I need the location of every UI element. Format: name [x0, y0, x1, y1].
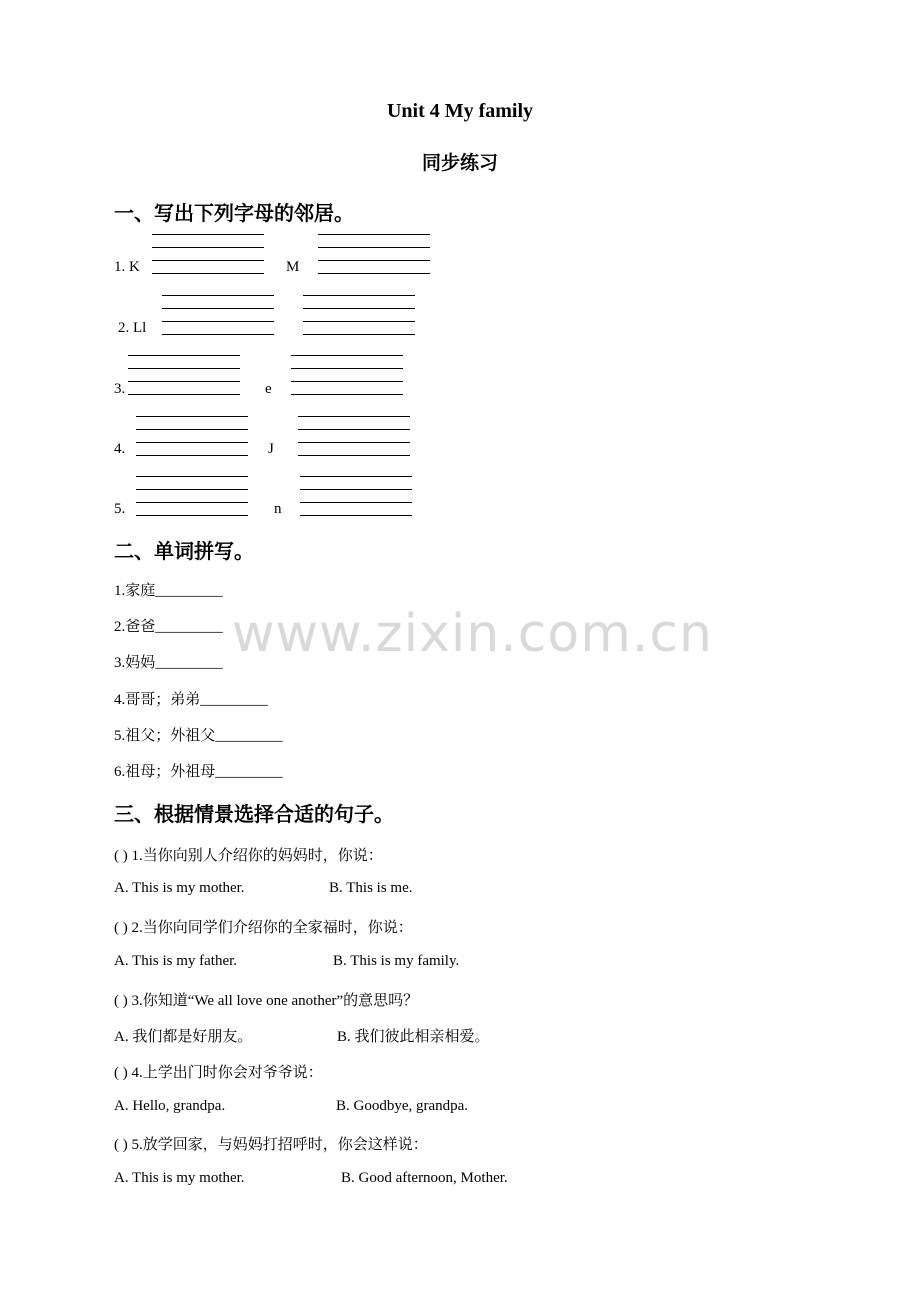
answer-line[interactable] [291, 381, 403, 382]
question-2-option-b[interactable]: B. This is my family. [333, 953, 460, 969]
row5-number: 5. [114, 501, 126, 517]
answer-line[interactable] [318, 247, 430, 248]
answer-line[interactable] [318, 273, 430, 274]
question-5-option-b[interactable]: B. Good afternoon, Mother. [341, 1170, 508, 1186]
answer-line[interactable] [162, 321, 274, 322]
row3-number: 3. [114, 381, 126, 397]
answer-line[interactable] [300, 476, 412, 477]
answer-line[interactable] [128, 355, 240, 356]
answer-line[interactable] [152, 260, 264, 261]
question-2-prompt[interactable]: ( ) 2.当你向同学们介绍你的全家福时，你说： [114, 920, 413, 936]
answer-line[interactable] [136, 455, 248, 456]
row2-number: 2. Ll [118, 320, 147, 336]
question-1-option-a[interactable]: A. This is my mother. [114, 880, 245, 896]
question-1-prompt[interactable]: ( ) 1.当你向别人介绍你的妈妈时，你说： [114, 848, 383, 864]
question-2-option-a[interactable]: A. This is my father. [114, 953, 238, 969]
question-1-option-b[interactable]: B. This is me. [329, 880, 413, 896]
question-4-option-a[interactable]: A. Hello, grandpa. [114, 1098, 226, 1114]
spelling-item-6[interactable]: 6.祖母；外祖母_________ [114, 764, 283, 780]
row3-letter: e [265, 381, 272, 397]
answer-line[interactable] [136, 476, 248, 477]
row4-letter: J [268, 441, 274, 457]
answer-line[interactable] [136, 429, 248, 430]
row4-number: 4. [114, 441, 126, 457]
question-3-prompt[interactable]: ( ) 3.你知道“We all love one another”的意思吗？ [114, 993, 419, 1009]
spelling-item-5[interactable]: 5.祖父；外祖父_________ [114, 728, 283, 744]
answer-line[interactable] [162, 308, 274, 309]
spelling-item-1[interactable]: 1.家庭_________ [114, 583, 223, 599]
answer-line[interactable] [300, 502, 412, 503]
answer-line[interactable] [303, 308, 415, 309]
answer-line[interactable] [136, 416, 248, 417]
question-3-option-b[interactable]: B. 我们彼此相亲相爱。 [337, 1029, 490, 1045]
row5-letter: n [274, 501, 282, 517]
question-5-option-a[interactable]: A. This is my mother. [114, 1170, 245, 1186]
section2-heading: 二、单词拼写。 [114, 541, 254, 563]
answer-line[interactable] [291, 355, 403, 356]
section3-heading: 三、根据情景选择合适的句子。 [114, 804, 394, 826]
answer-line[interactable] [291, 394, 403, 395]
answer-line[interactable] [136, 442, 248, 443]
answer-line[interactable] [162, 295, 274, 296]
answer-line[interactable] [298, 442, 410, 443]
answer-line[interactable] [303, 295, 415, 296]
row1-number: 1. K [114, 259, 140, 275]
answer-line[interactable] [152, 273, 264, 274]
spelling-item-3[interactable]: 3.妈妈_________ [114, 655, 223, 671]
answer-line[interactable] [136, 502, 248, 503]
answer-line[interactable] [318, 260, 430, 261]
answer-line[interactable] [128, 381, 240, 382]
spelling-item-2[interactable]: 2.爸爸_________ [114, 619, 223, 635]
question-3-option-a[interactable]: A. 我们都是好朋友。 [114, 1029, 253, 1045]
section1-heading: 一、写出下列字母的邻居。 [114, 203, 354, 225]
row1-letter: M [286, 259, 300, 275]
answer-line[interactable] [136, 515, 248, 516]
question-4-prompt[interactable]: ( ) 4.上学出门时你会对爷爷说： [114, 1065, 323, 1081]
answer-line[interactable] [152, 247, 264, 248]
question-5-prompt[interactable]: ( ) 5.放学回家，与妈妈打招呼时，你会这样说： [114, 1137, 428, 1153]
answer-line[interactable] [152, 234, 264, 235]
answer-line[interactable] [298, 429, 410, 430]
page-subtitle: 同步练习 [421, 153, 498, 174]
answer-line[interactable] [300, 489, 412, 490]
answer-line[interactable] [291, 368, 403, 369]
answer-line[interactable] [128, 368, 240, 369]
answer-line[interactable] [298, 455, 410, 456]
answer-line[interactable] [298, 416, 410, 417]
question-4-option-b[interactable]: B. Goodbye, grandpa. [336, 1098, 469, 1114]
answer-line[interactable] [300, 515, 412, 516]
answer-line[interactable] [162, 334, 274, 335]
answer-line[interactable] [303, 321, 415, 322]
answer-line[interactable] [128, 394, 240, 395]
watermark: www.zixin.com.cn [232, 604, 713, 664]
answer-line[interactable] [318, 234, 430, 235]
answer-line[interactable] [136, 489, 248, 490]
page-title: Unit 4 My family [386, 100, 534, 122]
answer-line[interactable] [303, 334, 415, 335]
spelling-item-4[interactable]: 4.哥哥；弟弟_________ [114, 692, 268, 708]
